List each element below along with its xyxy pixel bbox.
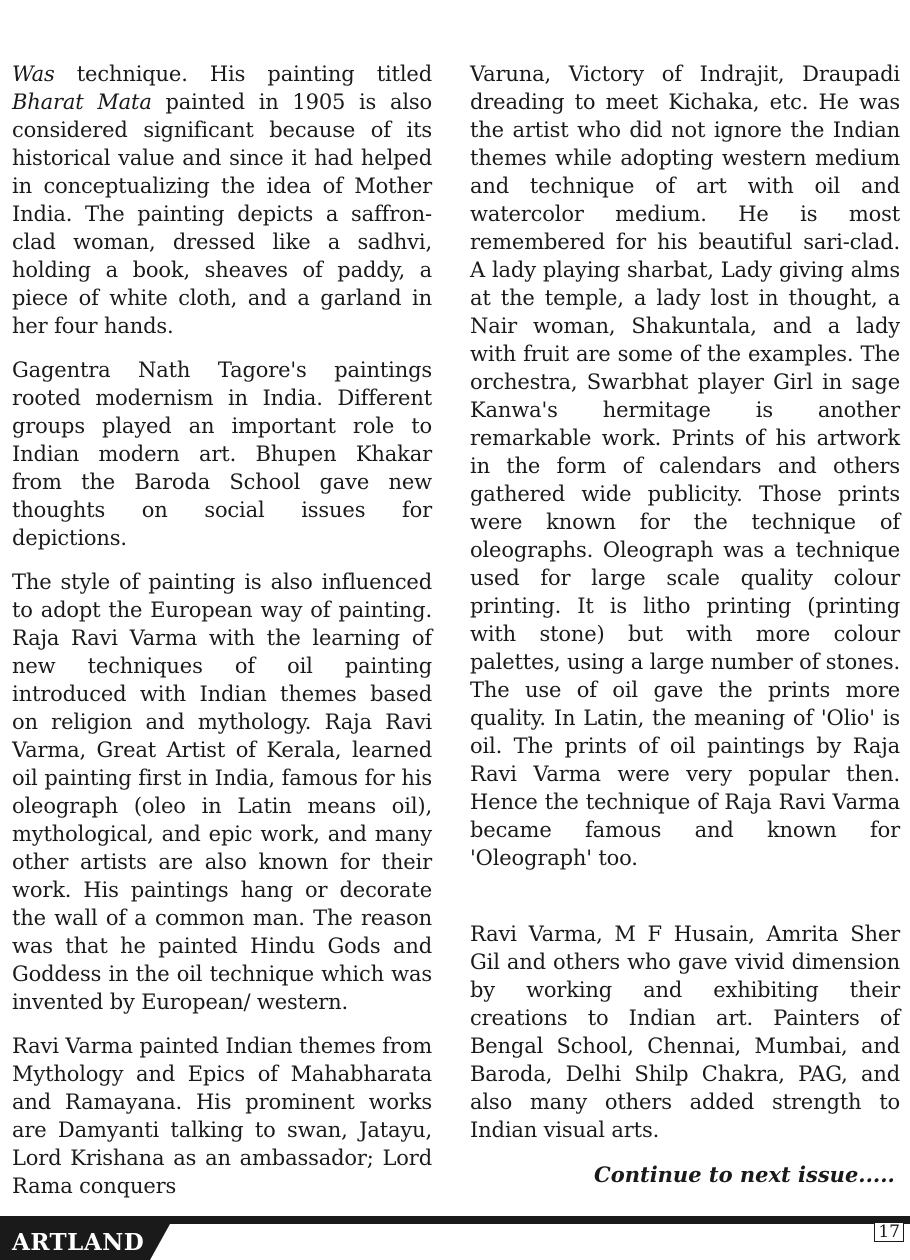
paragraph-oleograph: Varuna, Victory of Indrajit, Draupadi dreading to meet Kichaka, etc. He was the artist who did not ignore the Indian themes while adopting western medium and technique of art with oil and watercolor medium. He is most remembered for his beautiful sari-clad. A lady playing sharbat, Lady giving alms at the temple, a lady lost in thought, a Nair woman, Shakuntala, and a lady with fruit are some of the examples. The orchestra, Swarbhat player Girl in sage Kanwa's hermitage is another remarkable work. Prints of his artwork in the form of calendars and others gathered wide publicity. Those prints were known for the technique of oleographs. Oleograph was a technique used for large scale quality colour printing. It is litho printing (printing with stone) but with more colour palettes, using a large number of stones. The use of oil gave the prints more quality. In Latin, the meaning of 'Olio' is oil. The prints of oil paintings by Raja Ravi Varma were very popular then. Hence the technique of Raja Ravi Varma became famous and known for 'Oleograph' too. [470, 62, 900, 870]
paragraph-bharat-mata [12, 60, 432, 340]
left-column [12, 60, 432, 1216]
right-column [470, 60, 900, 1160]
page-footer [0, 1216, 910, 1260]
paragraph-european-influence: The style of painting is also influenced to adopt the European way of painting. Raja Ravi Varma with the learning of new techniques of oil painting introduced with Indian themes based on religion and mythology. Raja Ravi Varma, Great Artist of Kerala, learned oil painting first in India, famous for his oleograph (oleo in Latin means oil), mythological, and epic work, and many other artists are also known for their work. His paintings hang or decorate the wall of a common man. The reason was that he painted Hindu Gods and Goddess in the oil technique which was invented by European/ western. [12, 570, 432, 1014]
text-run: painted in 1905 is also considered significant because of its historical value and since it had helped in conceptualizing the idea of Mother India. The painting depicts a saffron-clad woman, dressed like a sadhvi, holding a book, sheaves of paddy, a piece of white cloth, and a garland in her four hands. [12, 90, 433, 338]
paragraph-tagore: Gagentra Nath Tagore's paintings rooted modernism in India. Different groups played an important role to Indian modern art. Bhupen Khakar from the Baroda School gave new thoughts on social issues for depictions. [12, 358, 432, 550]
text-run: technique. His painting titled [54, 62, 432, 86]
brand-name: ARTLAND [12, 1229, 145, 1256]
italic-painting-title: Bharat Mata [12, 90, 152, 114]
footer-cutout [150, 1224, 910, 1260]
continue-note: Continue to next issue..... [594, 1162, 895, 1187]
paragraph-ravi-varma-themes: Ravi Varma painted Indian themes from Mythology and Epics of Mahabharata and Ramayana. His prominent works are Damyanti talking to swan, Jatayu, Lord Krishana as an ambassador; Lord Rama conquers [12, 1034, 432, 1198]
italic-was: Was [12, 62, 55, 86]
page-number: 17 [874, 1222, 904, 1242]
paragraph-indian-artists: Ravi Varma, M F Husain, Amrita Sher Gil and others who gave vivid dimension by working and exhibiting their creations to Indian art. Painters of Bengal School, Chennai, Mumbai, and Baroda, Delhi Shilp Chakra, PAG, and also many others added strength to Indian visual arts. [470, 922, 900, 1142]
